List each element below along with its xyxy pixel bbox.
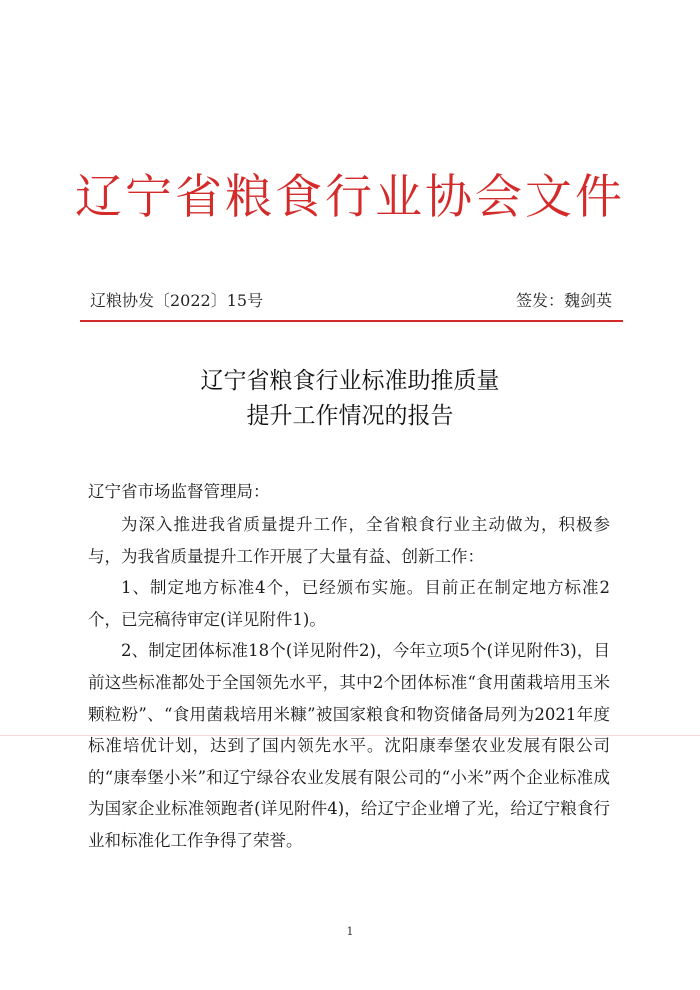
scan-artifact-line [0, 735, 700, 736]
header-divider [80, 320, 623, 322]
page-number: 1 [346, 925, 354, 938]
report-title [0, 364, 700, 434]
signer: 签发：魏剑英 [515, 291, 612, 310]
report-title-line-1: 辽宁省粮食行业标准助推质量 [200, 368, 500, 394]
paragraph-item-2: 2、制定团体标准18个(详见附件2)，今年立项5个(详见附件3)，目前这些标准都处于全国领先水平，其中2个团体标准“食用菌栽培用玉米颗粒粉”、“食用菌栽培用米糠”被国家粮食和物资储备局列为2021年度标准培优计划，达到了国内领先水平。沈阳康奉堡农业发展有限公司的“康奉堡小米”和辽宁绿谷农业发展有限公司的“小米”两个企业标准成为国家企业标准领跑者(详见附件4)，给辽宁企业增了光，给辽宁粮食行业和标准化工作争得了荣誉。 [88, 641, 610, 850]
addressee: 辽宁省市场监督管理局： [88, 482, 270, 501]
document-header-title: 辽宁省粮食行业协会文件 [75, 170, 625, 225]
document-number: 辽粮协发〔2022〕15号 [90, 291, 264, 310]
report-title-line-2: 提升工作情况的报告 [246, 403, 454, 429]
paragraph-intro: 为深入推进我省质量提升工作，全省粮食行业主动做为，积极参与，为我省质量提升工作开展了大量有益、创新工作： [88, 515, 610, 566]
body-text [88, 509, 610, 857]
paragraph-item-1: 1、制定地方标准4个，已经颁布实施。目前正在制定地方标准2个，已完稿待审定(详见附件1)。 [88, 578, 610, 629]
